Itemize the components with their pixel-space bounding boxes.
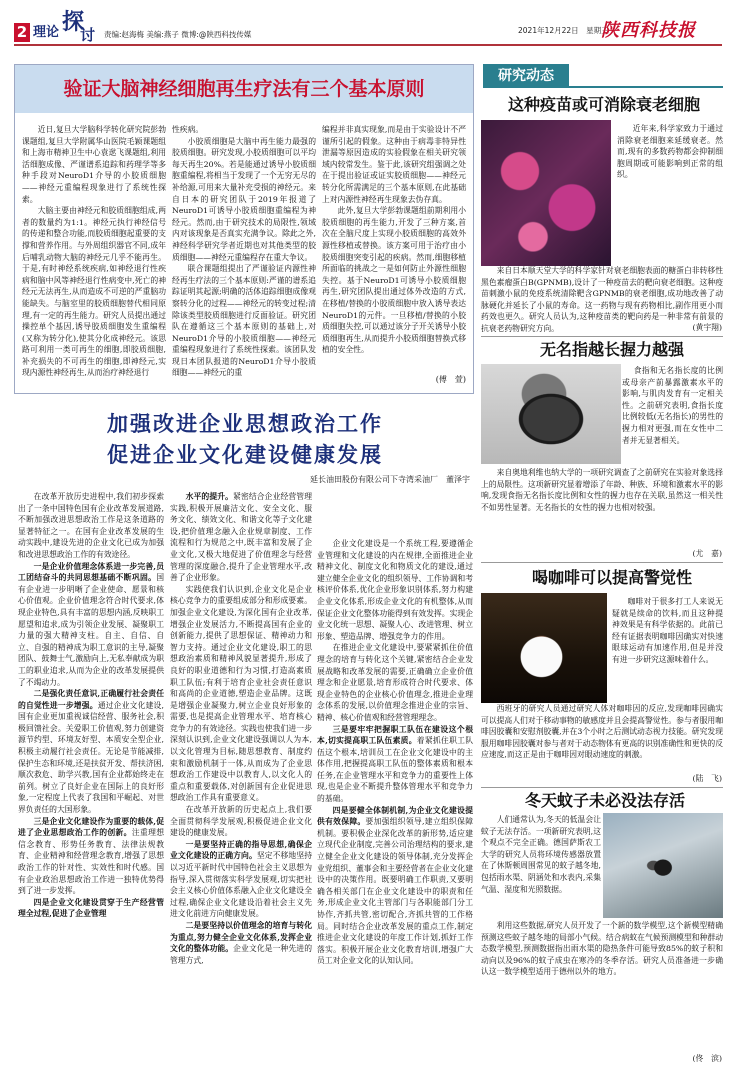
article2-column-2 — [170, 491, 312, 1066]
research-title-grip: 无名指越长握力越强 — [540, 340, 685, 359]
divider — [481, 787, 723, 788]
research-coffee-signature: (陆 飞) — [692, 774, 722, 783]
cell-photo — [481, 120, 611, 266]
article2-text: 紧密结合企业经营管理实践,积极开展廉洁文化、安全文化、服务文化、绩效文化、和谐文化等子文化建设,把价值理念融入企业规章制度、工作流程和行为规范之中,既丰富和发展了企业文化,又极大地促进了价值理念与经营管理的深度融合,提升了企业管理水平,改善了企业形象。 — [170, 492, 312, 583]
article1-paragraph: 大脑主要由神经元和胶质细胞组成,两者的数量约为1:1。神经元执行神经信号的传递和整合功能,而胶质细胞起重要的支撑和营养作用。与外周组织器官不同,成年后哺乳动物大脑的神经元几乎不能再生。于是,有时神经系统疾病,如神经退行性疾病和脑中风等神经退行性病变中,死亡的神经元无法再生,从而造成不可逆的严重脑功能缺失。与脑室里的胶质细胞替代相同原理,有一定的再生能力。研究人员提出通过操控单个基因,诱导胶质细胞发生重编程(又称为转分化),使其分化成神经元。该思路可利用一类可再生的细胞,即胶质细胞,补充损失的不可再生的细胞,即神经元,实现内源性神经再生,从而治疗神经退行 — [22, 206, 166, 378]
editor-credits: 责编:赵海梅 美编:燕子 微博:@陕西科技传媒 — [104, 30, 252, 39]
article2-column-1 — [18, 491, 164, 1066]
article2-bold-lead: 四是要健全体制机制,为企业文化建设提供有效保障。 — [317, 805, 473, 827]
research-paragraph: 来自奥地利维也纳大学的一项研究调查了之前研究在实验对象选择上的局限性。这项新研究显着增添了年龄、种族、环境和激素水平的影响,发现食指无名指长度比例和女性的握力也存在关联,虽然这一相关性不如男性显著。无名指长的女性的握力也相对较强。 — [481, 468, 723, 512]
research-vaccine-intro — [617, 123, 723, 261]
article2-bold-lead: 一是要坚持正确的指导思想,确保企业文化建设的正确方向。 — [170, 839, 312, 861]
research-mosquito-signature: (佟 滨) — [600, 1053, 722, 1065]
research-coffee-body — [481, 703, 723, 783]
article2-text: 企业文化是一种先进的管理方式, — [170, 944, 312, 965]
article2-paragraph — [18, 897, 164, 920]
article2-paragraph — [18, 561, 164, 689]
article1-paragraph: 近日,复旦大学脑科学转化研究院彭勃课题组,复旦大学附属华山医院毛颖课题组和上海市精神卫生中心袁逖飞课题组,利用活细胞成像、严谨谱系追踪和药理学等多种手段对NeuroD1介导的小胶质细胞——神经元重编程现象进行了系统性探索。 — [22, 125, 166, 204]
newspaper-masthead: 陕西科技报 — [601, 20, 696, 41]
article2-paragraph — [317, 642, 473, 723]
research-section-label: 研究动态 — [483, 64, 569, 88]
article2-text: 在改革开放新的历史起点上,我们要全面贯彻科学发展观,积极促进企业文化建设的健康发展。 — [170, 805, 312, 838]
article2-paragraph — [170, 804, 312, 839]
research-grip-intro — [622, 365, 723, 467]
research-paragraph: 食指和无名指长度的比例或母亲产前暴露激素水平的影响,与肌肉发育有一定相关性。之前研究表明,食指长度比例较低(无名指长)的男性的握力相对更强,而在女性中二者并无显著相关。 — [622, 366, 723, 445]
research-paragraph: 利用这些数据,研究人员开发了一个新的数学模型,这个新模型精确预测这些蚊子越冬地的局部小气候。结合病蚊在气候预测模型和种群动态数学模型,预测数据指出雨水渠的隐热条件可能导致85%的蚊子积和动向以及96%的蚊子成虫在寒冷的冬季存活。研究人员准备进一步确认这一数学模型适用于德州以外的地方。 — [481, 921, 723, 977]
article2-paragraph — [170, 584, 312, 804]
header-rule — [14, 44, 722, 46]
section-label-explore: 探 — [62, 10, 85, 35]
article2-title-line1: 加强改进企业思想政治工作 — [107, 412, 383, 436]
article2-paragraph — [18, 688, 164, 816]
article2-column-3 — [317, 538, 473, 1066]
article1-column-3 — [322, 124, 466, 374]
article2-paragraph — [18, 491, 164, 561]
research-title-vaccine: 这种疫苗或可消除衰老细胞 — [508, 95, 701, 114]
article2-paragraph — [170, 839, 312, 920]
research-paragraph: 来自日本顺天堂大学的科学家针对衰老细胞表面的糖蛋白非转移性黑色素瘤蛋白B(GPNMB),设计了一种疫苗去的靶向衰老细胞。这种疫苗刺激小鼠的免疫系统清除靶含GPNMB的衰老细胞,成功地改善了动脉硬化并延长了小鼠的寿命。这一药物与现有药物相比,副作用更小而药效也更久。研究人员认为,这种疫苗类的靶向药是一种非常有前景的抗衰老药物研究方向。 — [481, 266, 723, 333]
article2-text: 着紧抓住职工队伍这个根本,培训员工在企业文化建设中的主体作用,把握提高职工队伍的整体素质和根本任务,在企业管理水平和竞争力的重要性上体现,也是企业不断提升整体管理水平和竞争力的基础。 — [317, 736, 473, 804]
article1-column-2 — [172, 124, 316, 386]
article2-paragraph — [18, 816, 164, 897]
divider — [481, 562, 723, 563]
article2-bold-lead: 二是强化责任意识,正确履行社会责任的自觉性进一步增强。 — [18, 689, 164, 710]
coffee-cup-photo — [481, 593, 607, 703]
research-paragraph: 人们通常认为,冬天的低温会让蚊子无法存活。一项新研究表明,这个观点不完全正确。德国萨斯农工大学的研究人员将环境传感器放置在了休斯顿周围常见的蚊子越冬地,包括雨水渠、阴涵处和水表内,采集气温、湿度和光照数据。 — [481, 815, 601, 894]
article2-bold-lead: 一是企业价值理念体系进一步完善,员工团结奋斗的共同思想基础不断巩固。 — [18, 561, 164, 583]
article2-bold-lead: 二是要坚持以价值理念的培育与转化为重点,努力健全企业文化体系,发挥企业文化的整体功能。 — [170, 920, 312, 954]
article1-title: 验证大脑神经细胞再生疗法有三个基本原则 — [63, 78, 425, 100]
article2-bold-lead: 三是企业文化建设作为重要的载体,促进了企业思想政治工作的创新。 — [18, 816, 164, 838]
hand-grip-photo — [481, 364, 621, 464]
research-paragraph: 近年来,科学家致力于通过消除衰老细胞来延缓衰老。然而,现有的多数药物都会抑制细胞周期或可能影响到正常的组织。 — [617, 124, 723, 180]
article2-bold-lead: 水平的提升。 — [185, 492, 234, 501]
research-grip-signature: (尤 嘉) — [692, 549, 722, 558]
article2-byline: 延长油田股份有限公司下寺湾采油厂 董泽宇 — [310, 475, 470, 484]
article2-text: 通过企业文化建设,国有企业更加重视诚信经营、服务社会,积极回馈社会。关爱职工价值观,努力创建资源节约型、环境友好型、本质安全型企业,积极主动履行社会责任。无论是节能减排,保护生态和环境,还是扶贫开发、帮扶济困,顺次救危、助学兴教,国有企业都始终走在前列。树立了良好企业在国际上的良好形象,一定程度上代表了我国和平崛起、对世界负责任的大国形象。 — [18, 700, 164, 815]
article2-text: 在推进企业文化建设中,要紧紧抓住价值理念的培育与转化这个关键,紧密结合企业发展战略和改革发展的需要,正确确立企业价值理念和企业愿景,培育形成符合时代要求、体现企业特色的企业核心价值理念,推进企业理念体系的发展,以价值理念推进企业的宗旨、精神、核心价值观和经营管理理念。 — [317, 643, 473, 722]
research-mosquito-intro — [481, 814, 601, 924]
article1-paragraph: 小胶质细胞是大脑中再生能力最强的胶质细胞。研究发现,小胶质细胞可以平均每天再生20%。若是能通过诱导小胶质细胞重编程,将相当于发现了一个无穷无尽的补给源,可用来大量补充受损的神经元。来自日本的研究团队于2019年报道了NeuroD1可诱导小胶质细胞重编程为神经元。然而,由于研究技术的局限性,领域内对该现象是否真实充满争议。除此之外,神经科学研究学者近期也对其他类型的胶质细胞——神经元重编程存在重大争议。 — [172, 136, 316, 262]
research-paragraph: 咖啡对于很多打工人来说无疑就是续命的饮料,而且这种提神效果是有科学依据的。此前已经有证据表明咖啡因确实对快速眼球运动有加速作用,但是并没有进一步研究这源味着什么。 — [612, 597, 723, 664]
article1-paragraph: 编程并非真实现象,而是由于实验设计不严谨所引起的假象。这种由于病毒非特异性泄漏等原因造成的实验假象在相关研究领域内较常发生。鉴于此,该研究组强调之处在于提出验证或证实胶质细胞——神经元转分化所需满足的三个基本原则,在此基础上对内源性神经再生现象去伪存真。 — [322, 125, 466, 204]
article2-paragraph — [317, 724, 473, 805]
article2-text: 要加强组织领导,建立组织保障机制。要积极企业深化改革的新形势,适应建立现代企业制度,完善公司治理结构的要求,建立健全企业文化建设的领导体制,充分发挥企业党组织、董事会和主要经营者在企业文化建设中的决策作用。既要明确工作职责,又要明确各相关部门在企业文化建设中的职责和任务,形成企业文化主管部门与各职能部门分工协作,齐抓共管,密切配合,齐抓共管的工作格局。同时结合企业改革发展的重点工作,制定推进企业文化建设的年度工作计划,抓好工作落实。积极开展企业文化教育培训,增强广大员工对企业文化的认知认同。 — [317, 817, 473, 966]
research-title-mosquito: 冬天蚊子未必没法存活 — [525, 791, 686, 810]
research-title-coffee: 喝咖啡可以提高警觉性 — [532, 568, 693, 587]
page-number: 2 — [14, 23, 30, 42]
article2-title-line2: 促进企业文化建设健康发展 — [107, 443, 383, 467]
research-grip-body — [481, 467, 723, 527]
article2-text: 国有企业进一步明晰了企业使命、愿景和核心价值观。企业价值理念符合时代要求,体现企业特色,具有丰富的思想内涵,反映职工愿望和追求,成为引领企业发展、凝聚职工力量的强大精神支柱。自主、自信、自立、自强的精神成为职工意识的主导,凝聚团队、鼓舞士气,激励向上,无私奉献成为职工的职业追求,从而为企业的改革发展提供了不竭动力。 — [18, 573, 164, 687]
research-vaccine-signature: (黄宇翔) — [692, 323, 722, 332]
article2-bold-lead: 三是要牢牢把握职工队伍在建设这个根本,切实提高职工队伍素质。 — [317, 724, 473, 746]
section-label-discuss: 讨 — [80, 26, 96, 44]
research-mosquito-body — [481, 920, 723, 1070]
article2-paragraph — [317, 805, 473, 967]
mosquito-photo — [603, 813, 723, 918]
article1-paragraph: 性疾病。 — [172, 125, 204, 134]
divider — [481, 336, 723, 337]
research-coffee-intro — [612, 596, 723, 702]
issue-date: 2021年12月22日 星期三 — [518, 26, 609, 35]
article2-text: 企业文化建设是一个系统工程,要遵循企业管理和文化建设的内在规律,全面推进企业精神文化、制度文化和物质文化的建设,通过建立健全企业文化的组织领导、工作协调和考核评价体系,优化企业形象识别体系,努力构建企业文化体系,形成企业文化的有机整体,从而保证企业文化整体功能得到有效发挥。实现企业文化统一思想、凝聚人心、改进管理、树立形象、塑造品牌、增强竞争力的作用。 — [317, 539, 473, 641]
article2-paragraph — [170, 920, 312, 966]
research-paragraph: 西班牙的研究人员通过研究人体对咖啡因的反应,发现咖啡因确实可以提高人们对于移动事物的敏感度并且会提高警觉性。参与者服用咖啡因胶囊和安慰剂胶囊,并在3个小时之后测试动态视力技能。研究发现服用咖啡因胶囊对参与者对于动态物体有更高的识别准确性和更快的反应速度,而这正是由于咖啡因对眼动速度的刺激。 — [481, 704, 723, 760]
article2-text: 在改革开放历史进程中,我们初步探索出了一条中国特色国有企业改革发展道路,不断加强改进思想政治工作是这条道路的显著特征之一。在国有企业改革发展的生动实践中,建设先进的企业文化已成为加强和改进思想政治工作的有效途径。 — [18, 492, 164, 559]
article2-paragraph — [317, 538, 473, 642]
article2-text: 实践使我们认识到,企业文化是企业核心竞争力的重要组成部分和形成要素。加强企业文化建设,为深化国有企业改革,增强企业发展活力,不断提高国有企业的创新能力,提供了思想保证、精神动力和智力支持。通过企业文化建设,职工的思想政治素质和精神风貌显著提升,形成了良好的职业道德和行为习惯,打造高素质职工队伍;有利于培育企业社会责任意识和高尚的企业道德,塑造企业品牌。这既是增强企业凝聚力,树立企业良好形象的需要,也是提高企业管理水平、培育核心竞争力的有效途径。实践也使我们进一步深刻认识到,企业文化建设强调以人为本,以文化管理为目标,随思想教育、制度约束和激励机制于一体,从而成为了企业思想政治工作建设中以教育人,以文化人的重点和重要载体,对创新国有企业促进思想政治工作具有重要意义。 — [170, 584, 312, 803]
article1-paragraph: 联合课题组提出了严谨验证内源性神经再生疗法的三个基本原则:严谨的谱系追踪证明其起源;明确的活体追踪细胞成像观察转分化的过程——神经元的转变过程;清除该类型胶质细胞进行反面验证。研究团队在遵循这三个基本原则的基础上,对NeuroD1介导的小胶质细胞——神经元重编程现象进行了系统性探索。该团队发现日本团队报道的NeuroD1介导小胶质细胞——神经元的重 — [172, 264, 316, 378]
section-label-theory: 理论 — [33, 25, 60, 40]
article2-text: 注重理想信念教育、形势任务教育、法律法规教育、企业精神和经营理念教育,增强了思想政治工作的针对性、实效性和时代感。国有企业政治思想政治工作进一独特优势得到了进一步发挥。 — [18, 828, 164, 896]
article1-column-1 — [22, 124, 166, 386]
article1-paragraph: 此外,复旦大学彭勃课题组前期利用小胶质细胞的再生能力,开发了三种方案,首次在全脑尺度上实现小胶质细胞的高效外源性移植或替换。该方案可用于治疗由小胶质细胞突变引起的疾病。然而,细胞移植所面临的挑战之一是如何防止外源性细胞失控。基于NeuroD1可诱导小胶质细胞再生,研究团队提出通过体外改造的方式,在移植/替换的小胶质细胞中放入诱导表达NeuroD1的元件。一旦移植/替换的小胶质细胞失控,可以通过该分子开关诱导小胶质细胞再生,从而提升小胶质细胞替换式移植的安全性。 — [322, 206, 466, 355]
article1-signature: (傅 萱) — [435, 375, 466, 384]
article2-text: 坚定不移地坚持以习近平新时代中国特色社会主义思想为指导,深入贯彻落实科学发展观,切实把社会主义核心价值体系融入企业文化建设全过程,确保企业文化建设沿着社会主义先进文化前进方向健康发展。 — [170, 851, 312, 919]
article2-bold-lead: 四是企业文化建设贯穿于生产经营管理全过程,促进了企业管理 — [18, 897, 164, 919]
article2-paragraph — [170, 491, 312, 584]
